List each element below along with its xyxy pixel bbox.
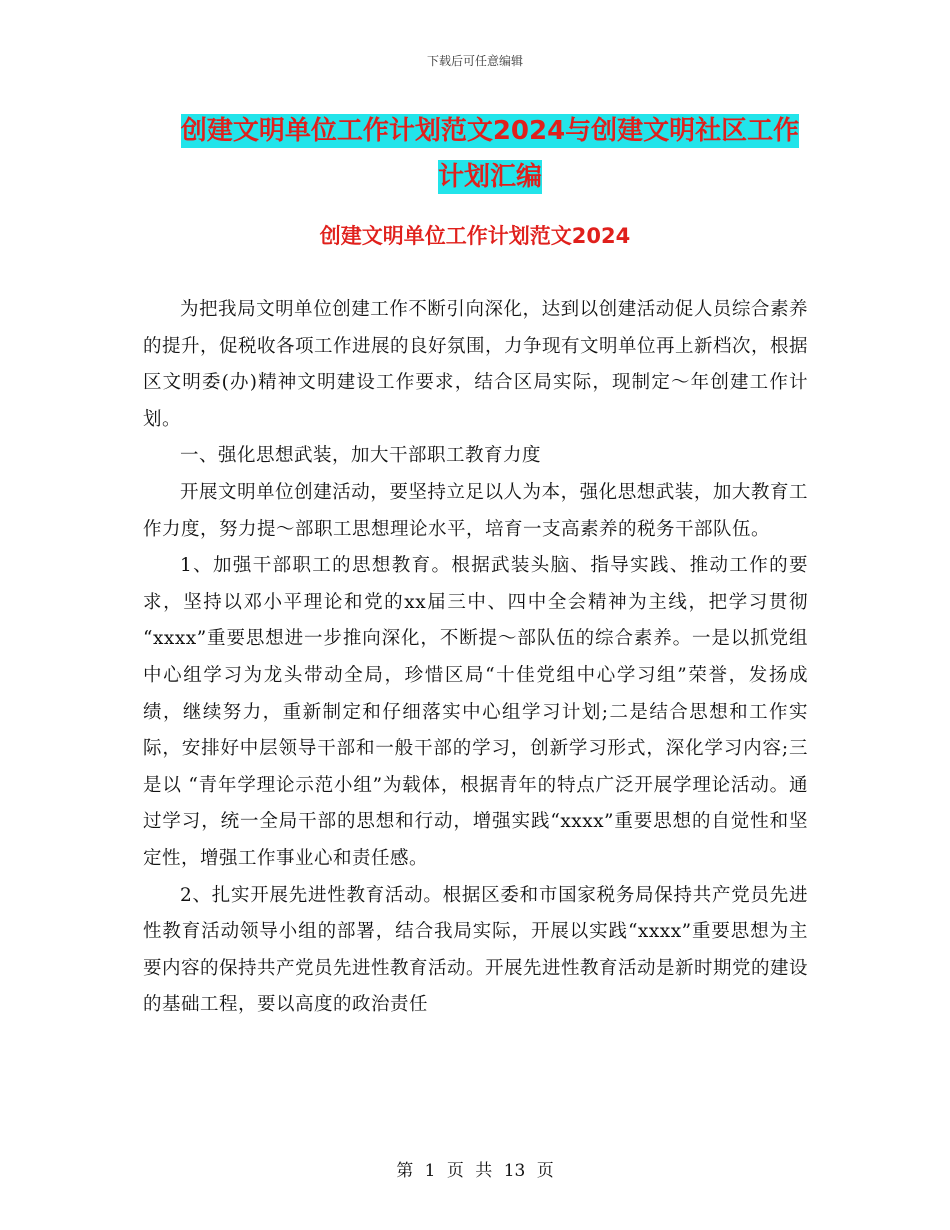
header-note: 下载后可任意编辑: [426, 54, 523, 68]
section-title: 创建文明单位工作计划范文2024: [319, 224, 631, 248]
paragraph-heading: 一、强化思想武装，加大干部职工教育力度: [180, 445, 542, 467]
document-title-line-2: 计划汇编: [437, 162, 542, 192]
document-title: [80, 108, 900, 200]
document-title-line-1: 创建文明单位工作计划范文2024与创建文明社区工作: [180, 116, 800, 146]
paragraph: 开展文明单位创建活动，要坚持立足以人为本，强化思想武装，加大教育工作力度，努力提～部职工思想理论水平，培育一支高素养的税务干部队伍。: [143, 481, 808, 540]
paragraph: 1、加强干部职工的思想教育。根据武装头脑、指导实践、推动工作的要求，坚持以邓小平理论和党的xx届三中、四中全会精神为主线，把学习贯彻 “xxxx”重要思想进一步推向深化，不断提～部队伍的综合素养。一是以抓党组中心组学习为龙头带动全局，珍惜区局“十佳党组中心学习组”荣誉，发扬成绩，继续努力，重新制定和仔细落实中心组学习计划;二是结合思想和工作实际，安排好中层领导干部和一般干部的学习，创新学习形式，深化学习内容;三是以 “青年学理论示范小组”为载体，根据青年的特点广泛开展学理论活动。通过学习，统一全局干部的思想和行动，增强实践“xxxx”重要思想的自觉性和坚定性，增强工作事业心和责任感。: [143, 555, 808, 869]
paragraph: 2、扎实开展先进性教育活动。根据区委和市国家税务局保持共产党员先进性教育活动领导小组的部署，结合我局实际，开展以实践“xxxx”重要思想为主要内容的保持共产党员先进性教育活动。开展先进性教育活动是新时期党的建设的基础工程，要以高度的政治责任: [143, 884, 809, 1016]
page-number-footer: 第 1 页 共 13 页: [396, 1161, 554, 1181]
paragraph: 为把我局文明单位创建工作不断引向深化，达到以创建活动促人员综合素养的提升，促税收各项工作进展的良好氛围，力争现有文明单位再上新档次，根据区文明委(办)精神文明建设工作要求，结合区局实际，现制定～年创建工作计划。: [143, 299, 809, 430]
document-body: [143, 292, 808, 1024]
